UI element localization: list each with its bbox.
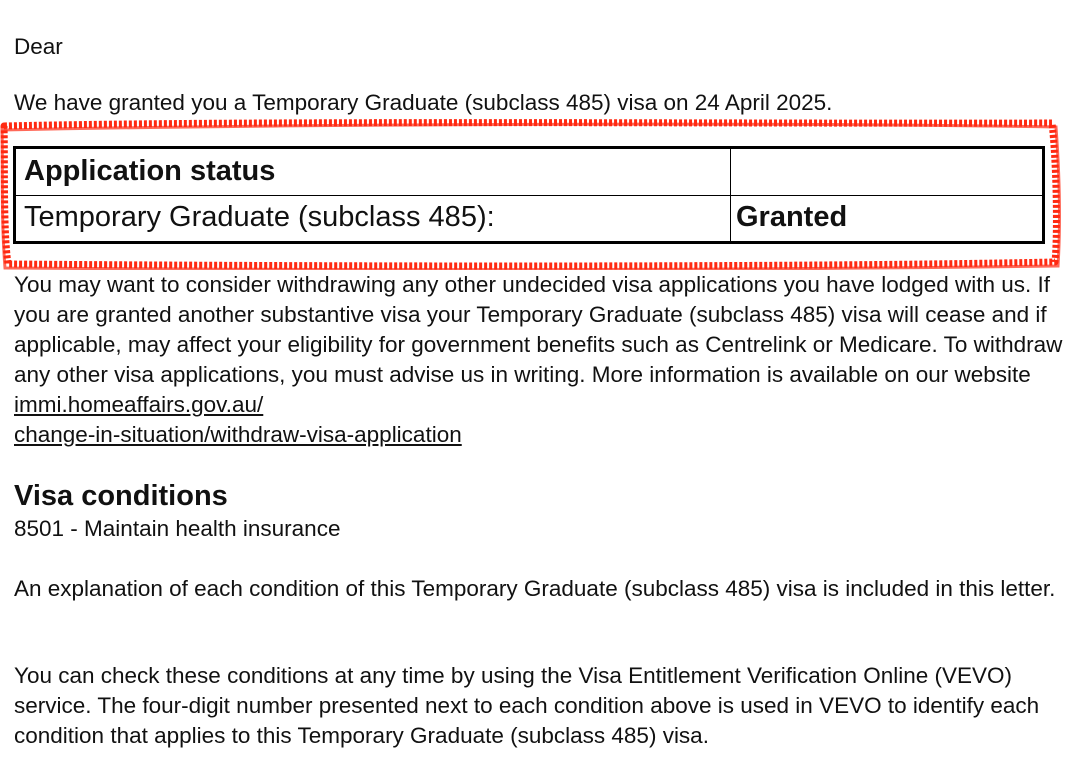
status-table-divider	[16, 195, 1042, 196]
visa-condition-8501: 8501 - Maintain health insurance	[14, 516, 341, 541]
visa-subclass-label: Temporary Graduate (subclass 485):	[24, 201, 495, 233]
application-status-table	[13, 146, 1045, 244]
visa-status-value: Granted	[736, 201, 848, 233]
vevo-paragraph: You can check these conditions at any time by using the Visa Entitlement Verification Online (VEVO) service. The four-digit number presented next to each condition above is used in VEVO to identify each condition that applies to this Temporary Graduate (subclass 485) visa.	[14, 663, 1040, 748]
salutation: Dear	[14, 34, 63, 59]
visa-conditions-heading: Visa conditions	[14, 480, 228, 512]
withdraw-paragraph	[14, 270, 1064, 450]
withdraw-link-part2[interactable]: change-in-situation/withdraw-visa-application	[14, 422, 462, 447]
withdraw-link-part1[interactable]: immi.homeaffairs.gov.au/	[14, 392, 264, 417]
explanation-paragraph: An explanation of each condition of this Temporary Graduate (subclass 485) visa is included in this letter.	[14, 576, 1056, 601]
status-table-column-divider	[730, 149, 731, 241]
application-status-title: Application status	[24, 155, 276, 187]
grant-sentence: We have granted you a Temporary Graduate (subclass 485) visa on 24 April 2025.	[14, 90, 833, 115]
withdraw-paragraph-text: You may want to consider withdrawing any other undecided visa applications you have lodged with us. If you are granted another substantive visa your Temporary Graduate (subclass 485) visa will cease and if applicable, may affect your eligibility for government benefits such as Centrelink or Medicare. To withdraw any other visa applications, you must advise us in writing. More information is available on our website	[14, 272, 1063, 387]
